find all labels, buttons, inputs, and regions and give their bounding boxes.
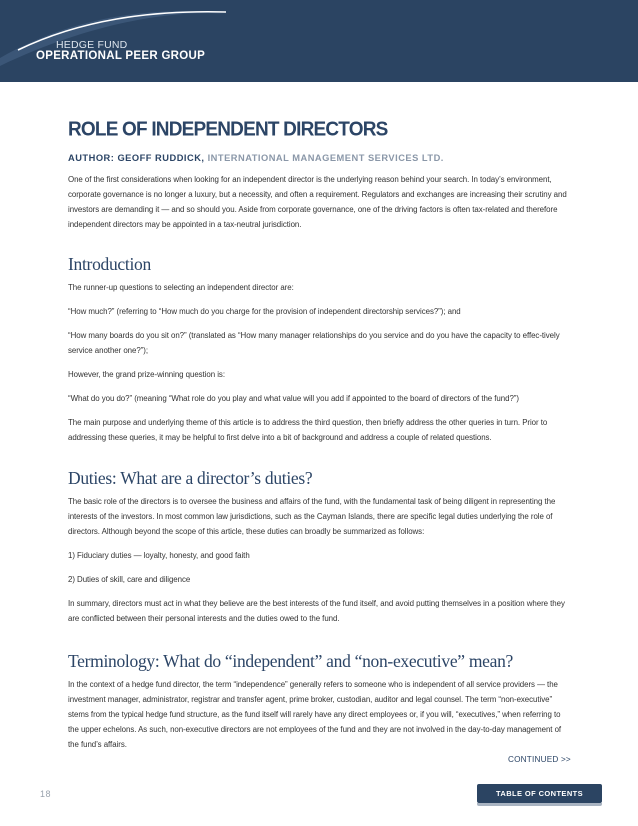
brand-name-line1: HEDGE FUND: [56, 39, 128, 51]
paragraph: “What do you do?” (meaning “What role do you play and what value will you add if appointed to the board of directors of the fund?”): [68, 394, 519, 403]
intro-paragraph: One of the first considerations when looking for an independent director is the underlying reason behind your search. In today’s environment, corporate governance is no longer a luxury, but a necessity, and often a requirement. Regulators and exchanges are increasing their scrutiny and investors are demanding it — and so should you. Aside from corporate governance, one of the driving factors is often tax-related and therefore independent directors may be appointed in a tax-neutral jurisdiction.: [68, 175, 567, 229]
page-number: 18: [40, 789, 52, 799]
continued-link[interactable]: CONTINUED >>: [508, 755, 571, 764]
paragraph: 2) Duties of skill, care and diligence: [68, 575, 191, 584]
article-body: [68, 118, 573, 752]
section-duties: [68, 494, 573, 626]
section-terminology: [68, 677, 573, 752]
paragraph: In the context of a hedge fund director, the term “independence” generally refers to someone who is independent of all service providers — the investment manager, administrator, registrar and transfer agent, prime broker, custodian, auditor and legal counsel. The term “non-executive” stems from the typical hedge fund structure, as the fund itself will rarely have any direct employees or, if you will, “executives,” when referring to the upper echelons. As such, non-executive directors are not employees of the fund and they are not involved in the day-to-day management of the fund’s affairs.: [68, 680, 562, 749]
paragraph: 1) Fiduciary duties — loyalty, honesty, and good faith: [68, 551, 250, 560]
section-introduction: [68, 280, 573, 445]
paragraph: The main purpose and underlying theme of this article is to address the third question, then briefly address the other queries in turn. Prior to addressing these queries, it may be helpful to first delve into a bit of background and address a couple of related questions.: [68, 418, 548, 442]
paragraph: “How much?” (referring to “How much do you charge for the provision of independent directorship services?”); and: [68, 307, 461, 316]
page-title: ROLE OF INDEPENDENT DIRECTORS: [68, 118, 388, 141]
author-line: [68, 152, 573, 164]
paragraph: “How many boards do you sit on?” (translated as “How many manager relationships do you service and do you have the capacity to effec-tively service another one?”);: [68, 331, 560, 355]
brand-name-line2: OPERATIONAL PEER GROUP: [36, 50, 206, 62]
author-name: AUTHOR: GEOFF RUDDICK,: [68, 153, 208, 163]
author-organization: INTERNATIONAL MANAGEMENT SERVICES LTD.: [207, 153, 444, 163]
section-heading-introduction: Introduction: [68, 254, 151, 274]
section-heading-terminology: Terminology: What do “independent” and “non-executive” mean?: [68, 651, 513, 671]
section-heading-duties: Duties: What are a director’s duties?: [68, 468, 313, 488]
paragraph: In summary, directors must act in what they believe are the best interests of the fund itself, and avoid putting themselves in a position where they are conflicted between their personal interests and the duties owed to the fund.: [68, 599, 565, 623]
table-of-contents-button[interactable]: TABLE OF CONTENTS: [477, 784, 602, 803]
page-header: [0, 0, 638, 82]
paragraph: However, the grand prize-winning question is:: [68, 370, 225, 379]
paragraph: The runner-up questions to selecting an independent director are:: [68, 283, 294, 292]
paragraph: The basic role of the directors is to oversee the business and affairs of the fund, with the fundamental task of being diligent in representing the interests of the investors. In most common law jurisdictions, such as the Cayman Islands, there are specific legal duties underlying the role of directors. Although beyond the scope of this article, these duties can broadly be summarized as follows:: [68, 497, 556, 536]
